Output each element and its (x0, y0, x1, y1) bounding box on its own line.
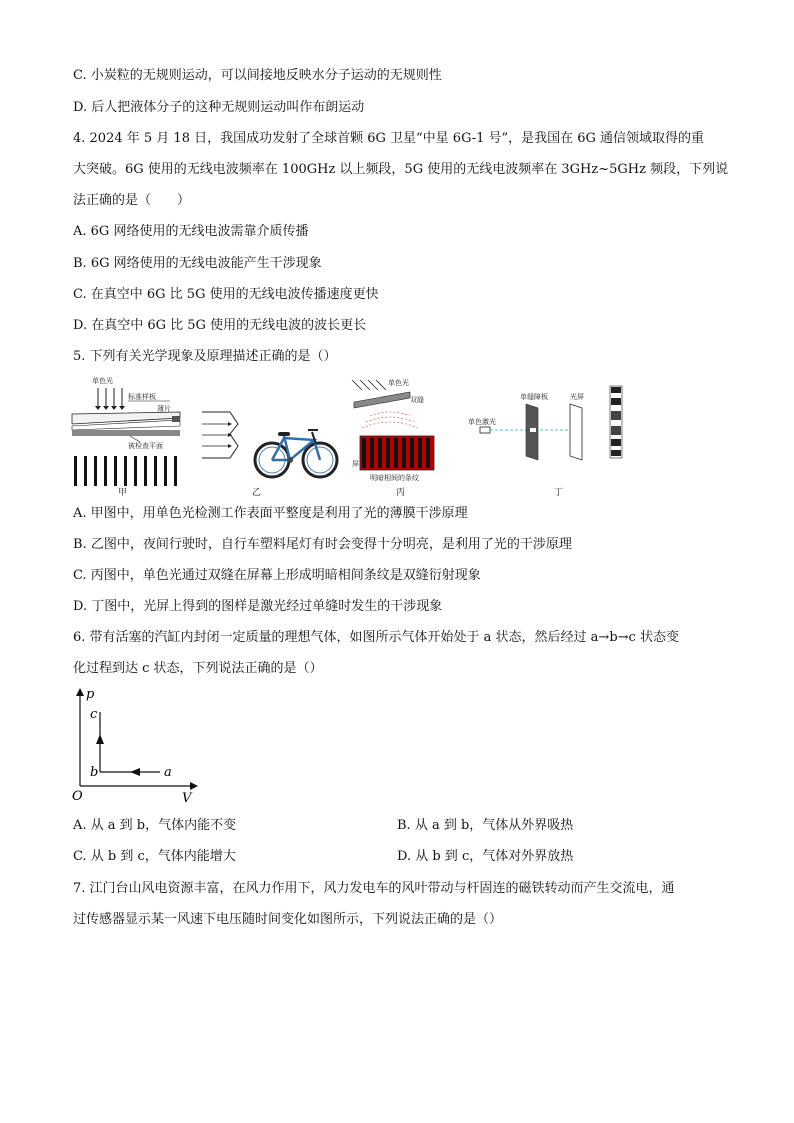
q6-stem-line1: 6. 带有活塞的汽缸内封闭一定质量的理想气体，如图所示气体开始处于 a 状态，然后经过 a→b→c 状态变 (73, 630, 679, 645)
q5-stem: 5. 下列有关光学现象及原理描述正确的是（） (73, 349, 337, 364)
q5-option-d: D. 丁图中，光屏上得到的图样是激光经过单缝时发生的干涉现象 (73, 599, 443, 614)
q4-option-c: C. 在真空中 6G 比 5G 使用的无线电波传播速度更快 (73, 287, 379, 302)
q4-option-d: D. 在真空中 6G 比 5G 使用的无线电波的波长更长 (73, 318, 367, 333)
yi-caption: 乙 (252, 488, 262, 498)
ding-caption: 丁 (554, 488, 564, 498)
x-axis-label: V (182, 791, 192, 806)
q5-figure (70, 372, 640, 498)
q3-option-d: D. 后人把液体分子的这种无规则运动叫作布朗运动 (73, 100, 365, 115)
jia-plane-label: 被检查平面 (128, 442, 163, 450)
q7-stem-line1: 7. 江门台山风电资源丰富，在风力作用下，风力发电车的风叶带动与杆固连的磁铁转动而产生交流电，通 (73, 881, 675, 896)
ding-barrier-label: 单缝障板 (520, 393, 548, 401)
q6-stem-line2: 化过程到达 c 状态，下列说法正确的是（） (73, 661, 323, 676)
q5-option-c: C. 丙图中，单色光通过双缝在屏幕上形成明暗相间条纹是双缝衍射现象 (73, 568, 481, 583)
jia-sample-label: 标准样板 (128, 393, 156, 401)
ding-pattern (610, 386, 622, 458)
q7-stem-line2: 过传感器显示某一风速下电压随时间变化如图所示，下列说法正确的是（） (73, 912, 503, 927)
q4-stem-line2: 大突破。6G 使用的无线电波频率在 100GHz 以上频段，5G 使用的无线电波频率在 3GHz~5GHz 频段，下列说 (73, 162, 729, 177)
jia-fringes (74, 456, 177, 486)
figure-yi (202, 412, 337, 498)
bing-caption: 丙 (396, 488, 406, 498)
figure-jia (72, 376, 180, 498)
q4-option-b: B. 6G 网络使用的无线电波能产生干涉现象 (73, 256, 322, 271)
q4-stem-line1: 4. 2024 年 5 月 18 日，我国成功发射了全球首颗 6G 卫星“中星 6G-1 号”，是我国在 6G 通信领域取得的重 (73, 131, 705, 146)
q5-option-a: A. 甲图中，用单色光检测工作表面平整度是利用了光的薄膜干涉原理 (73, 506, 468, 521)
q3-option-c: C. 小炭粒的无规则运动，可以间接地反映水分子运动的无规则性 (73, 68, 442, 83)
q4-stem-line3: 法正确的是（ ） (73, 193, 191, 208)
point-b-label: b (90, 765, 99, 780)
point-c-label: c (90, 707, 98, 722)
bing-screen-label: 屏 (352, 460, 359, 468)
q6-option-d: D. 从 b 到 c，气体对外界放热 (397, 849, 574, 864)
bing-fringe-label: 明暗相间的条纹 (370, 474, 419, 482)
point-a-label: a (164, 765, 172, 780)
bing-slit-label: 双缝 (410, 396, 424, 404)
origin-label: O (72, 789, 83, 804)
jia-light-label: 单色光 (92, 377, 113, 385)
jia-sheet-label: 薄片 (157, 405, 171, 413)
ding-laser-label: 单色激光 (468, 418, 496, 426)
q6-option-a: A. 从 a 到 b，气体内能不变 (73, 818, 237, 833)
bing-fringes (362, 438, 430, 468)
incident-light-arrows (352, 380, 386, 390)
q6-option-c: C. 从 b 到 c，气体内能增大 (73, 849, 236, 864)
q6-pv-diagram (70, 686, 200, 806)
q6-option-b: B. 从 a 到 b，气体从外界吸热 (397, 818, 574, 833)
q5-option-b: B. 乙图中，夜间行驶时，自行车塑料尾灯有时会变得十分明亮，是利用了光的干涉原理 (73, 537, 572, 552)
ding-screen-label: 光屏 (570, 393, 584, 401)
bicycle-icon (255, 430, 337, 477)
jia-caption: 甲 (118, 488, 128, 498)
figure-bing (352, 378, 434, 498)
y-axis-label: p (86, 687, 95, 702)
bing-light-label: 单色光 (388, 379, 409, 387)
q4-option-a: A. 6G 网络使用的无线电波需靠介质传播 (73, 224, 309, 239)
figure-ding (468, 386, 622, 498)
